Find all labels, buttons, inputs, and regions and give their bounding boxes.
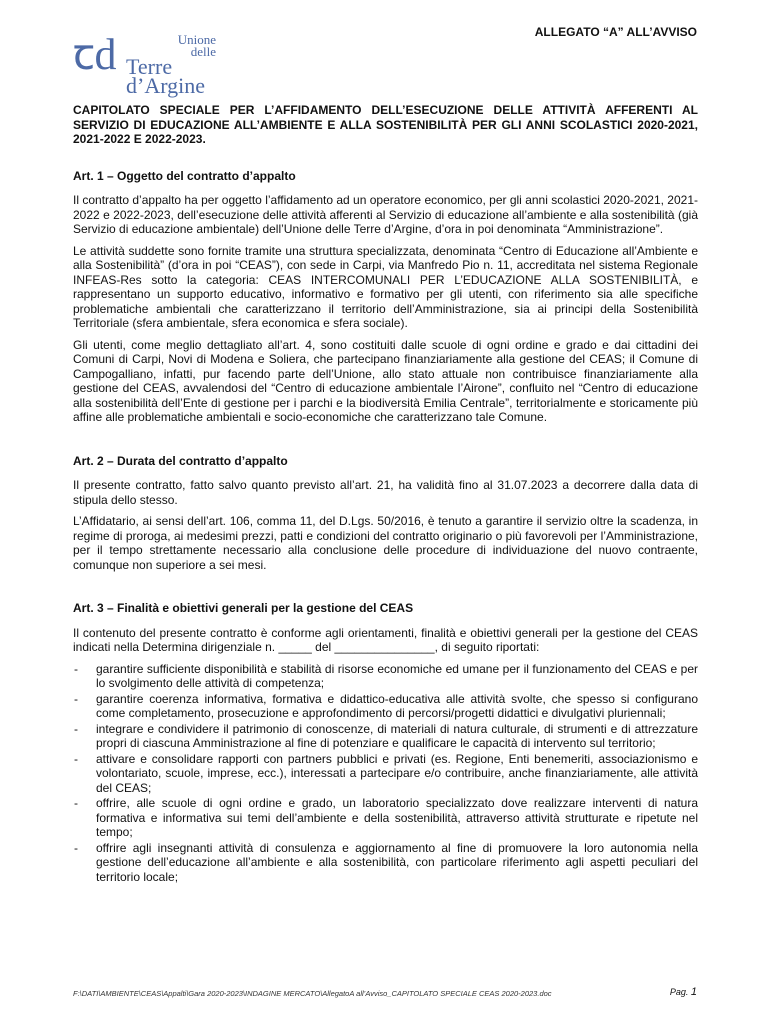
logo-line-2: delle [190, 44, 216, 59]
art2-paragraph-1: Il presente contratto, fatto salvo quanto previsto all’art. 21, ha validità fino al 31.07.2023 a decorrere dalla data di stipula dello stesso. [73, 478, 698, 507]
allegato-label: ALLEGATO “A” ALL’AVVISO [534, 25, 697, 39]
logo-wordmark [126, 34, 216, 96]
art1-paragraph-1: Il contratto d’appalto ha per oggetto l’affidamento ad un operatore economico, per gli anni scolastici 2020-2021, 2021-2022 e 2022-2023, dell’esecuzione delle attività afferenti al Servizio di educazione all’ambiente e alla sostenibilità (già Servizio di educazione ambientale) dell’Unione delle Terre d’Argine, d’ora in poi denominata “Amministrazione”. [73, 193, 698, 236]
art3-heading: Art. 3 – Finalità e obiettivi generali per la gestione del CEAS [73, 601, 414, 615]
list-item: - integrare e condividere il patrimonio di conoscenze, di materiali di natura culturale, di strumenti e di attrezzature propri di ciascuna Amministrazione al fine di potenziare e qualificare le capacità di intervento sul territorio; [73, 722, 698, 751]
unione-terre-dargine-logo [73, 30, 223, 98]
art3-list [73, 662, 698, 885]
page-label: Pag. [669, 987, 689, 997]
page-number [670, 986, 697, 998]
list-item: - offrire, alle scuole di ogni ordine e grado, un laboratorio specializzato dove realizzare interventi di natura formativa e informativa sui temi dell’ambiente e della sostenibilità, attraverso attività strutturate e ripetute nel tempo; [73, 796, 698, 840]
art2-heading: Art. 2 – Durata del contratto d’appalto [73, 453, 288, 468]
document-title: CAPITOLATO SPECIALE PER L’AFFIDAMENTO DELL’ESECUZIONE DELLE ATTIVITÀ AFFERENTI AL SERVIZIO DI EDUCAZIONE ALL’AMBIENTE E ALLA SOSTENIBILITÀ PER GLI ANNI SCOLASTICI 2020-2021, 2021-2022 E 2022-2023. [73, 103, 698, 146]
page-number-value: 1 [690, 986, 697, 998]
art1-paragraph-2: Le attività suddette sono fornite tramite una struttura specializzata, denominata “Centro di Educazione all’Ambiente e alla Sostenibilità” (d’ora in poi “CEAS”), con sede in Carpi, via Manfredo Pio n. 11, accreditata nel sistema Regionale INFEAS-Res sotto la categoria: CEAS INTERCOMUNALI PER L’EDUCAZIONE ALLA SOSTENIBILITÀ, e rappresentano un supporto educativo, informativo e formativo per gli utenti, con riferimento sia alle specifiche problematiche ambientali che caratterizzano il territorio dell’Amministrazione, sia ai principi della Sostenibilità Territoriale (sfera ambientale, sfera economica e sfera sociale). [73, 243, 698, 330]
list-item: - garantire sufficiente disponibilità e stabilità di risorse economiche ed umane per il funzionamento del CEAS e per lo svolgimento delle attività di competenza; [73, 662, 698, 691]
art1-heading: Art. 1 – Oggetto del contratto d’appalto [73, 168, 296, 183]
logo-line-1: Unione [177, 32, 216, 47]
logo-line-3: Terre [126, 54, 173, 79]
list-item: - garantire coerenza informativa, formativa e didattico-educativa alle attività svolte, che spesso si configurano come completamento, prosecuzione e approfondimento di percorsi/progetti didattici e divulgativi pluriennali; [73, 692, 698, 721]
footer-file-path: F:\DATI\AMBIENTE\CEAS\Appalti\Gara 2020-2023\INDAGINE MERCATO\AllegatoA all’Avviso_CAPITOLATO SPECIALE CEAS 2020-2023.doc [73, 989, 552, 998]
list-item: - offrire agli insegnanti attività di consulenza e aggiornamento al fine di promuovere la loro autonomia nella gestione dell’educazione all’ambiente e alla sostenibilità, con particolare riferimento agli aspetti peculiari del territorio locale; [73, 841, 698, 885]
logo-line-4: d’Argine [126, 73, 206, 98]
art2-paragraph-2: L’Affidatario, ai sensi dell’art. 106, comma 11, del D.Lgs. 50/2016, è tenuto a garantire il servizio oltre la scadenza, in regime di proroga, ai medesimi prezzi, patti e condizioni del contratto originario o più favorevoli per l’Amministrazione, per il tempo strettamente necessario alla conclusione delle procedure di individuazione del nuovo contraente, comunque non superiore a sei mesi. [73, 514, 698, 572]
art3-intro: Il contenuto del presente contratto è conforme agli orientamenti, finalità e obiettivi generali per la gestione del CEAS indicati nella Determina dirigenziale n. _____ del _______________, di seguito riportati: [73, 625, 698, 654]
art1-paragraph-3: Gli utenti, come meglio dettagliato all’art. 4, sono costituiti dalle scuole di ogni ordine e grado e dai cittadini dei Comuni di Carpi, Novi di Modena e Soliera, che partecipano finanziariamente alla gestione del CEAS; il Comune di Campogalliano, infatti, pur facendo parte dell’Unione, allo stato attuale non contribuisce finanziariamente alla gestione del CEAS, avvalendosi del “Centro di educazione ambientale l’Airone”, confluito nel “Centro di educazione alla sostenibilità dell’Ente di gestione per i parchi e la biodiversità Emilia Centrale”, territorialmente e storicamente più affine alle problematiche ambientali e socio-economiche che caratterizzano tale Comune. [73, 337, 698, 424]
list-item: - attivare e consolidare rapporti con partners pubblici e privati (es. Regione, Enti benemeriti, associazionismo e volontariato, scuole, imprese, ecc.), interessati a partecipare e/o contribuire, anche finanziariamente, alle attività del CEAS; [73, 752, 698, 796]
logo-monogram-icon: ꞇd [73, 30, 117, 79]
document-body [73, 103, 698, 885]
